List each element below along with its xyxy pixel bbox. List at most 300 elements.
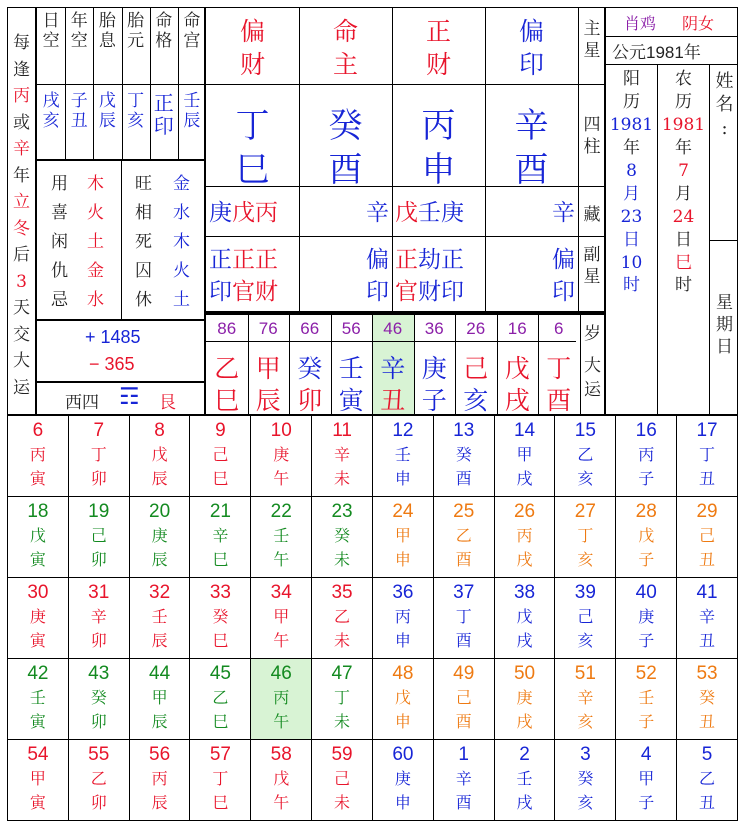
- pillar-main-star: [485, 16, 578, 81]
- calendar-number: 16: [635, 420, 657, 441]
- calendar-branch: 巳: [212, 550, 229, 569]
- calendar-stem: 乙: [90, 769, 107, 788]
- calendar-branch: 亥: [577, 550, 594, 569]
- calendar-cell: [312, 416, 373, 497]
- calendar-number: 49: [453, 663, 475, 684]
- calendar-stem: 丁: [90, 445, 107, 464]
- calendar-branch: 巳: [212, 469, 229, 488]
- wx-state-element: 木: [173, 232, 190, 252]
- dayun-age: 16: [507, 319, 527, 338]
- sub-star-bottom: 印: [209, 279, 232, 306]
- calendar-cell: [677, 497, 738, 578]
- kong-header-char: 命: [183, 11, 201, 31]
- pillar-main-star-char: 偏: [239, 17, 265, 46]
- calendar-cell: [677, 740, 738, 821]
- calendar-cell: [555, 416, 616, 497]
- calendar-cell: [312, 578, 373, 659]
- four-pillars: [205, 7, 605, 312]
- calendar-stem: 戊: [638, 526, 655, 545]
- calendar-number: 51: [574, 663, 596, 684]
- calendar-branch: 辰: [151, 793, 168, 812]
- sub-star-top: 劫: [418, 247, 441, 273]
- pillar-main-star-char: 主: [332, 49, 358, 79]
- solar-year: 1981: [609, 114, 654, 135]
- kong-header-char: 日: [42, 11, 60, 31]
- dayun-stem: 癸: [297, 354, 323, 383]
- calendar-cell: [251, 578, 312, 659]
- calendar-cell: [555, 659, 616, 740]
- calendar-branch: 亥: [577, 631, 594, 650]
- calendar-branch: 未: [334, 793, 351, 812]
- kong-value: [37, 92, 65, 131]
- kong-header-char: 格: [155, 30, 173, 51]
- dayun-start-note: [7, 7, 36, 415]
- calendar-cell: [251, 497, 312, 578]
- calendar-stem: 己: [334, 769, 351, 788]
- bagua-box: [36, 382, 205, 415]
- calendar-number: 11: [332, 420, 352, 441]
- calendar-cell: [129, 578, 190, 659]
- bagua-name: 艮: [159, 393, 176, 413]
- calendar-cell: [190, 740, 251, 821]
- name-label-char: 姓: [715, 71, 734, 92]
- name-label: [710, 70, 739, 140]
- kong-header-char: 胎: [98, 11, 116, 31]
- info-column: [658, 68, 709, 297]
- calendar-branch: 寅: [29, 712, 46, 731]
- wx-role: 喜: [51, 203, 68, 223]
- lunar-unit: 月: [675, 183, 692, 204]
- info-hline: [606, 64, 737, 65]
- calendar-branch: 卯: [90, 712, 107, 731]
- hidden-stem: 庚: [209, 200, 232, 226]
- calendar-cell: [494, 497, 555, 578]
- dayun-branch: 丑: [380, 386, 406, 415]
- kong-header-char: 空: [42, 30, 60, 51]
- calendar-branch: 未: [334, 712, 351, 731]
- sub-star: [441, 244, 464, 308]
- pillar-hline: [206, 84, 604, 85]
- calendar-number: 37: [453, 582, 475, 603]
- calendar-cell: [190, 416, 251, 497]
- calendar-number: 50: [513, 663, 536, 684]
- sub-star: [395, 244, 418, 308]
- calendar-cell: [190, 578, 251, 659]
- sub-star-bottom: 官: [395, 279, 418, 306]
- calendar-cell: [433, 497, 494, 578]
- hidden-stem: 辛: [366, 200, 389, 226]
- dayun-age: 86: [217, 319, 237, 338]
- gregorian-year: 公元1981年: [612, 43, 701, 62]
- calendar-branch: 午: [273, 793, 290, 812]
- calendar-stem: 辛: [334, 445, 351, 464]
- pillar-row-label-char: 柱: [583, 137, 601, 158]
- calendar-branch: 寅: [29, 469, 46, 488]
- calendar-cell: [8, 659, 69, 740]
- calendar-stem: 壬: [638, 688, 655, 707]
- pillar-branch: 酉: [328, 150, 363, 190]
- wuxing-table: [36, 160, 205, 320]
- kong-value: [178, 92, 206, 131]
- calendar-branch: 子: [638, 550, 655, 569]
- calendar-branch: 酉: [455, 469, 472, 488]
- note-char: 交: [13, 324, 30, 345]
- calendar-number: 42: [27, 663, 49, 684]
- calendar-stem: 辛: [577, 688, 594, 707]
- calendar-row: [8, 578, 738, 659]
- calendar-number: 44: [149, 663, 171, 684]
- calendar-number: 20: [149, 501, 171, 522]
- calendar-number: 55: [88, 744, 110, 765]
- calendar-number: 59: [331, 744, 353, 765]
- calendar-cell: [555, 740, 616, 821]
- hidden-stem: 庚: [441, 200, 464, 226]
- calendar-number: 48: [392, 663, 414, 684]
- info-hline: [709, 240, 737, 241]
- minus-count: − 365: [89, 354, 135, 374]
- calendar-stem: 癸: [455, 445, 472, 464]
- pillar-row-label-char: 藏: [583, 205, 601, 225]
- note-char: 后: [13, 245, 30, 265]
- calendar-number: 13: [453, 420, 475, 441]
- sub-star: [232, 244, 255, 308]
- wx-state-element: 水: [173, 203, 190, 223]
- kong-value-char: 戊: [98, 91, 116, 111]
- calendar-number: 9: [215, 420, 226, 441]
- note-char: 逢: [13, 59, 30, 80]
- calendar-stem: 壬: [29, 688, 46, 707]
- kong-header: [150, 12, 178, 51]
- dayun-branch: 卯: [297, 386, 323, 415]
- dayun-stem: 乙: [214, 354, 240, 383]
- calendar-cell: [312, 740, 373, 821]
- calendar-stem: 庚: [516, 688, 533, 707]
- calendar-number: 15: [574, 420, 596, 441]
- calendar-stem: 壬: [151, 607, 168, 626]
- calendar-stem: 丙: [516, 526, 533, 545]
- kong-header-char: 命: [155, 11, 173, 31]
- calendar-stem: 乙: [455, 526, 472, 545]
- calendar-cell: [312, 659, 373, 740]
- lunar-label: 农: [675, 69, 692, 89]
- pillar-row-label: [578, 244, 606, 288]
- calendar-stem: 己: [455, 688, 472, 707]
- calendar-cell: [129, 497, 190, 578]
- wx-state: 旺: [135, 174, 152, 194]
- pillar-row-label: [578, 18, 606, 62]
- calendar-cell: [494, 416, 555, 497]
- kong-value: [93, 92, 121, 131]
- pillar-hline: [206, 236, 604, 237]
- note-char: 运: [13, 377, 30, 398]
- calendar-branch: 巳: [212, 793, 229, 812]
- pillar-branch: 酉: [514, 150, 549, 190]
- note-char: 大: [13, 351, 30, 371]
- kong-header: [65, 12, 93, 51]
- calendar-number: 23: [331, 501, 353, 522]
- solar-unit: 月: [623, 183, 640, 204]
- hidden-stem: 戊: [395, 200, 418, 226]
- dayun-grid: [205, 312, 605, 415]
- kong-value-char: 亥: [127, 110, 145, 131]
- calendar-stem: 丁: [334, 688, 351, 707]
- calendar-stem: 己: [699, 526, 716, 545]
- calendar-branch: 未: [334, 631, 351, 650]
- calendar-stem: 癸: [577, 769, 594, 788]
- calendar-number: 28: [635, 501, 657, 522]
- weekday-label: [710, 292, 739, 358]
- calendar-number: 8: [154, 420, 165, 441]
- calendar-cell: [677, 578, 738, 659]
- kong-header-char: 元: [127, 30, 145, 51]
- calendar-stem: 丁: [455, 607, 472, 626]
- calendar-branch: 辰: [151, 469, 168, 488]
- dayun-age: 46: [383, 319, 403, 338]
- calendar-stem: 甲: [273, 607, 290, 626]
- pillar-row-label-char: 四: [583, 115, 601, 135]
- note-char: 辛: [13, 139, 30, 159]
- calendar-cell: [555, 578, 616, 659]
- calendar-number: 12: [392, 420, 414, 441]
- calendar-number: 56: [149, 744, 171, 765]
- calendar-number: 2: [519, 744, 530, 765]
- calendar-stem: 辛: [212, 526, 229, 545]
- calendar-branch: 辰: [151, 712, 168, 731]
- calendar-cell: [251, 659, 312, 740]
- calendar-number: 29: [696, 501, 718, 522]
- pillar-main-star: [299, 16, 392, 81]
- calendar-number: 19: [88, 501, 110, 522]
- calendar-branch: 亥: [577, 793, 594, 812]
- calendar-stem: 庚: [273, 445, 290, 464]
- kong-value-char: 子: [70, 91, 88, 111]
- dayun-stem: 丁: [546, 354, 572, 383]
- pillar-main-star-char: 正: [425, 17, 451, 46]
- wx-state: 相: [135, 203, 152, 223]
- calendar-cell: [555, 497, 616, 578]
- calendar-stem: 庚: [151, 526, 168, 545]
- calendar-branch: 午: [273, 550, 290, 569]
- calendar-number: 22: [270, 501, 292, 522]
- calendar-branch: 丑: [699, 793, 716, 812]
- calendar-branch: 巳: [212, 631, 229, 650]
- wx-state-element: 火: [173, 261, 190, 281]
- calendar-stem: 丁: [699, 445, 716, 464]
- calendar-cell: [616, 416, 677, 497]
- pillar-main-star: [206, 16, 299, 81]
- kong-header-char: 年: [70, 11, 88, 31]
- calendar-branch: 丑: [699, 712, 716, 731]
- dayun-hline: [206, 341, 576, 342]
- lunar-unit: 日: [675, 229, 692, 250]
- info-column: [606, 68, 657, 297]
- kong-value-char: 辰: [183, 110, 201, 131]
- calendar-cell: [8, 497, 69, 578]
- kong-value: [122, 92, 150, 131]
- calendar-number: 17: [696, 420, 718, 441]
- kong-header: [37, 12, 65, 51]
- calendar-number: 5: [701, 744, 713, 765]
- calendar-stem: 甲: [29, 769, 46, 788]
- dayun-age: 26: [466, 319, 486, 338]
- calendar-branch: 丑: [699, 550, 716, 569]
- pillar-sub-stars: [302, 244, 389, 308]
- pillar-sub-stars: [488, 244, 575, 308]
- calendar-number: 39: [574, 582, 596, 603]
- calendar-stem: 戊: [516, 607, 533, 626]
- calendar-branch: 卯: [90, 469, 107, 488]
- calendar-stem: 癸: [212, 607, 229, 626]
- hidden-stem: 辛: [552, 200, 575, 226]
- calendar-number: 32: [149, 582, 171, 603]
- pillar-hidden-stems: [302, 194, 389, 227]
- calendar-stem: 戊: [394, 688, 411, 707]
- kong-table: [36, 7, 205, 160]
- solar-unit: 日: [623, 229, 640, 250]
- calendar-cell: [68, 659, 129, 740]
- lunar-unit: 年: [675, 137, 692, 158]
- calendar-branch: 辰: [151, 550, 168, 569]
- dayun-branch: 辰: [255, 386, 281, 415]
- dayun-label-char: 大: [584, 356, 601, 376]
- calendar-number: 30: [27, 582, 49, 603]
- solar-month: 8: [626, 160, 637, 181]
- wx-state-element: 金: [173, 174, 190, 194]
- calendar-branch: 卯: [90, 793, 107, 812]
- pillar-sub-stars: [395, 244, 482, 308]
- weekday-label-char: 日: [716, 337, 733, 358]
- pillar-row-label-char: 副: [583, 245, 601, 265]
- wx-element: 木: [87, 174, 104, 194]
- kong-header-char: 空: [70, 30, 88, 51]
- calendar-branch: 未: [334, 469, 351, 488]
- calendar-stem: 己: [90, 526, 107, 545]
- calendar-cell: [433, 659, 494, 740]
- calendar-stem: 癸: [699, 688, 716, 707]
- calendar-branch: 酉: [455, 631, 472, 650]
- kong-header-char: 宫: [183, 30, 201, 51]
- note-char: 丙: [13, 86, 30, 106]
- wx-state: 休: [135, 290, 152, 310]
- lunar-hour: 巳: [675, 252, 692, 273]
- calendar-cell: [68, 578, 129, 659]
- calendar-branch: 巳: [212, 712, 229, 731]
- wx-state: 囚: [135, 261, 152, 281]
- dayun-label: [580, 355, 606, 403]
- calendar-number: 18: [27, 501, 49, 522]
- calendar-number: 21: [209, 501, 231, 522]
- calendar-branch: 戌: [516, 469, 533, 488]
- calendar-stem: 庚: [29, 607, 46, 626]
- wx-role: 闲: [51, 232, 68, 252]
- calendar-cell: [494, 578, 555, 659]
- calendar-stem: 壬: [394, 445, 411, 464]
- calendar-stem: 己: [577, 607, 594, 626]
- calendar-cell: [8, 740, 69, 821]
- dayun-stem: 甲: [255, 354, 281, 383]
- kong-header: [93, 12, 121, 51]
- pillar-hidden-stems: [488, 194, 575, 227]
- sub-star-bottom: 财: [255, 279, 278, 306]
- pillar-main-star-char: 印: [518, 49, 544, 79]
- calendar-branch: 午: [273, 712, 290, 731]
- wx-state: 死: [135, 232, 152, 252]
- lunar-year: 1981: [661, 114, 706, 135]
- sub-star-bottom: 印: [366, 279, 389, 306]
- calendar-cell: [129, 740, 190, 821]
- calendar-number: 58: [270, 744, 292, 765]
- calendar-number: 53: [696, 663, 718, 684]
- calendar-branch: 寅: [29, 631, 46, 650]
- calendar-branch: 寅: [29, 793, 46, 812]
- sub-star: [209, 244, 232, 308]
- calendar-branch: 午: [273, 469, 290, 488]
- sub-star: [255, 244, 278, 308]
- weekday-label-char: 期: [716, 315, 733, 336]
- kong-value: [150, 92, 178, 138]
- calendar-stem: 丙: [273, 688, 290, 707]
- dayun-age-label: 岁: [584, 324, 601, 344]
- calendar-cell: [251, 740, 312, 821]
- calendar-number: 6: [32, 420, 44, 441]
- calendar-number: 7: [93, 420, 105, 441]
- calendar-cell: [372, 416, 433, 497]
- pillar-row-label-char: 星: [583, 41, 601, 62]
- calendar-number: 57: [209, 744, 231, 765]
- calendar-stem: 癸: [334, 526, 351, 545]
- calendar-branch: 卯: [90, 631, 107, 650]
- dayun-age: 6: [554, 319, 564, 338]
- calendar-number: 14: [513, 420, 536, 441]
- calendar-branch: 卯: [90, 550, 107, 569]
- calendar-number: 47: [331, 663, 353, 684]
- calendar-row: [8, 740, 738, 821]
- calendar-number: 34: [270, 582, 292, 603]
- calendar-branch: 亥: [577, 469, 594, 488]
- wx-role: 仇: [51, 261, 68, 281]
- pillar-main-star: [392, 16, 485, 81]
- calendar-cell: [68, 416, 129, 497]
- calendar-cell: [129, 659, 190, 740]
- calendar-cell: [494, 659, 555, 740]
- calendar-cell: [677, 416, 738, 497]
- calendar-branch: 酉: [455, 550, 472, 569]
- kong-value-char: 正: [153, 91, 174, 115]
- kong-value-char: 亥: [42, 110, 60, 131]
- calendar-number: 54: [27, 744, 49, 765]
- solar-hour: 10: [620, 252, 643, 273]
- pillar-stem: 丁: [235, 106, 270, 146]
- calendar-number: 33: [209, 582, 231, 603]
- sixty-jiazi-calendar: [7, 415, 738, 821]
- calendar-branch: 酉: [455, 793, 472, 812]
- calendar-branch: 未: [334, 550, 351, 569]
- calendar-stem: 戊: [273, 769, 290, 788]
- calendar-number: 25: [453, 501, 475, 522]
- wx-element: 金: [87, 261, 104, 281]
- calendar-cell: [312, 497, 373, 578]
- calendar-cell: [616, 578, 677, 659]
- dayun-stem: 己: [463, 354, 489, 383]
- dayun-stem: 辛: [380, 354, 406, 383]
- dayun-age: 76: [258, 319, 278, 338]
- pillar-main-star-char: 财: [239, 49, 265, 79]
- calendar-number: 60: [392, 744, 414, 765]
- pillar-row-label: [578, 114, 606, 158]
- calendar-number: 35: [331, 582, 353, 603]
- pillar-hidden-stems: [395, 194, 482, 227]
- calendar-number: 1: [458, 744, 469, 765]
